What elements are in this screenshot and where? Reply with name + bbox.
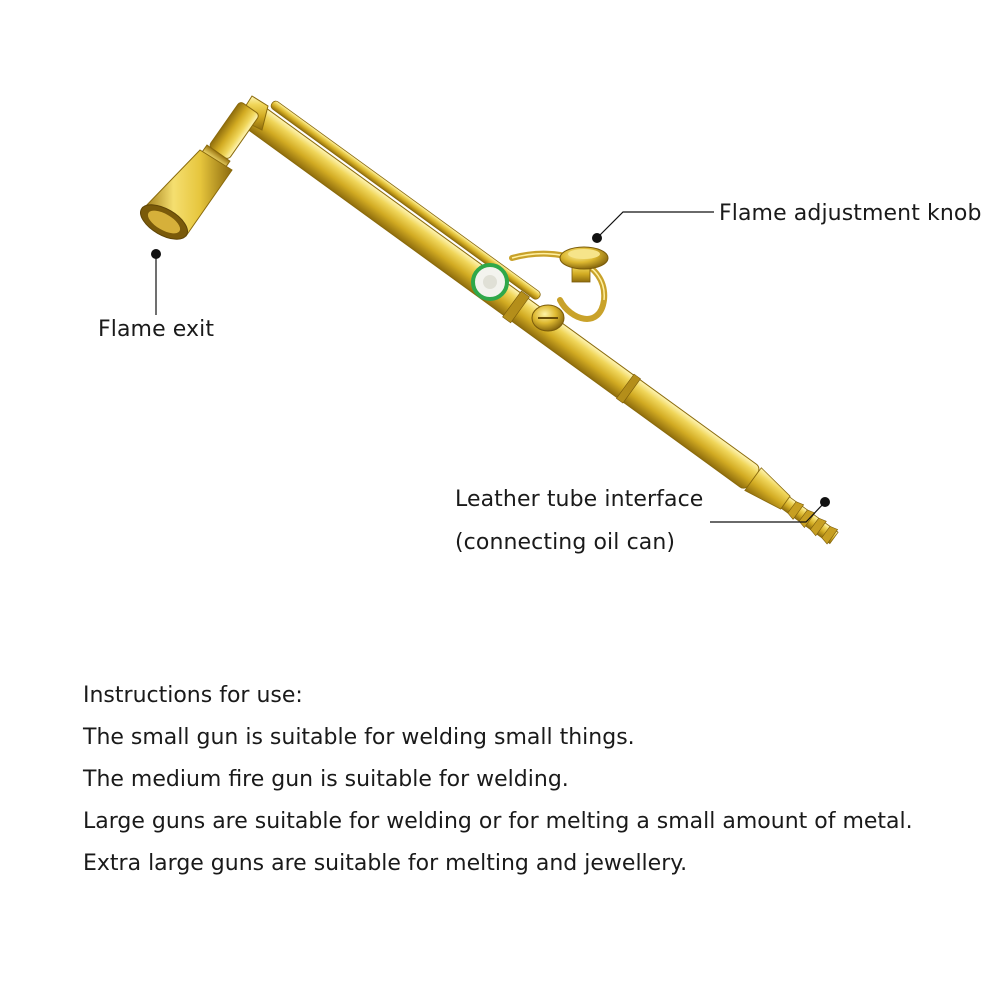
callout-dot bbox=[151, 249, 161, 259]
callout-dot bbox=[592, 233, 602, 243]
instruction-line: Extra large guns are suitable for melting and jewellery. bbox=[83, 851, 688, 876]
hose-connector bbox=[780, 495, 839, 545]
label-connecting-oil-can: (connecting oil can) bbox=[455, 530, 676, 555]
instructions-block bbox=[83, 675, 913, 885]
instructions-heading: Instructions for use: bbox=[83, 683, 303, 708]
instruction-line: The small gun is suitable for welding small things. bbox=[83, 725, 635, 750]
label-flame-exit: Flame exit bbox=[98, 317, 215, 342]
flame-nozzle bbox=[135, 150, 232, 246]
label-flame-adjustment-knob: Flame adjustment knob bbox=[719, 201, 982, 226]
callout-knob bbox=[592, 212, 714, 243]
callout-exit bbox=[151, 249, 161, 315]
green-gauge bbox=[473, 265, 507, 299]
callout-dot bbox=[820, 497, 830, 507]
instruction-line: The medium fire gun is suitable for welding. bbox=[83, 767, 569, 792]
torch-body bbox=[135, 89, 849, 551]
label-leather-tube-interface: Leather tube interface bbox=[455, 487, 704, 512]
instruction-line: Large guns are suitable for welding or for melting a small amount of metal. bbox=[83, 809, 913, 834]
